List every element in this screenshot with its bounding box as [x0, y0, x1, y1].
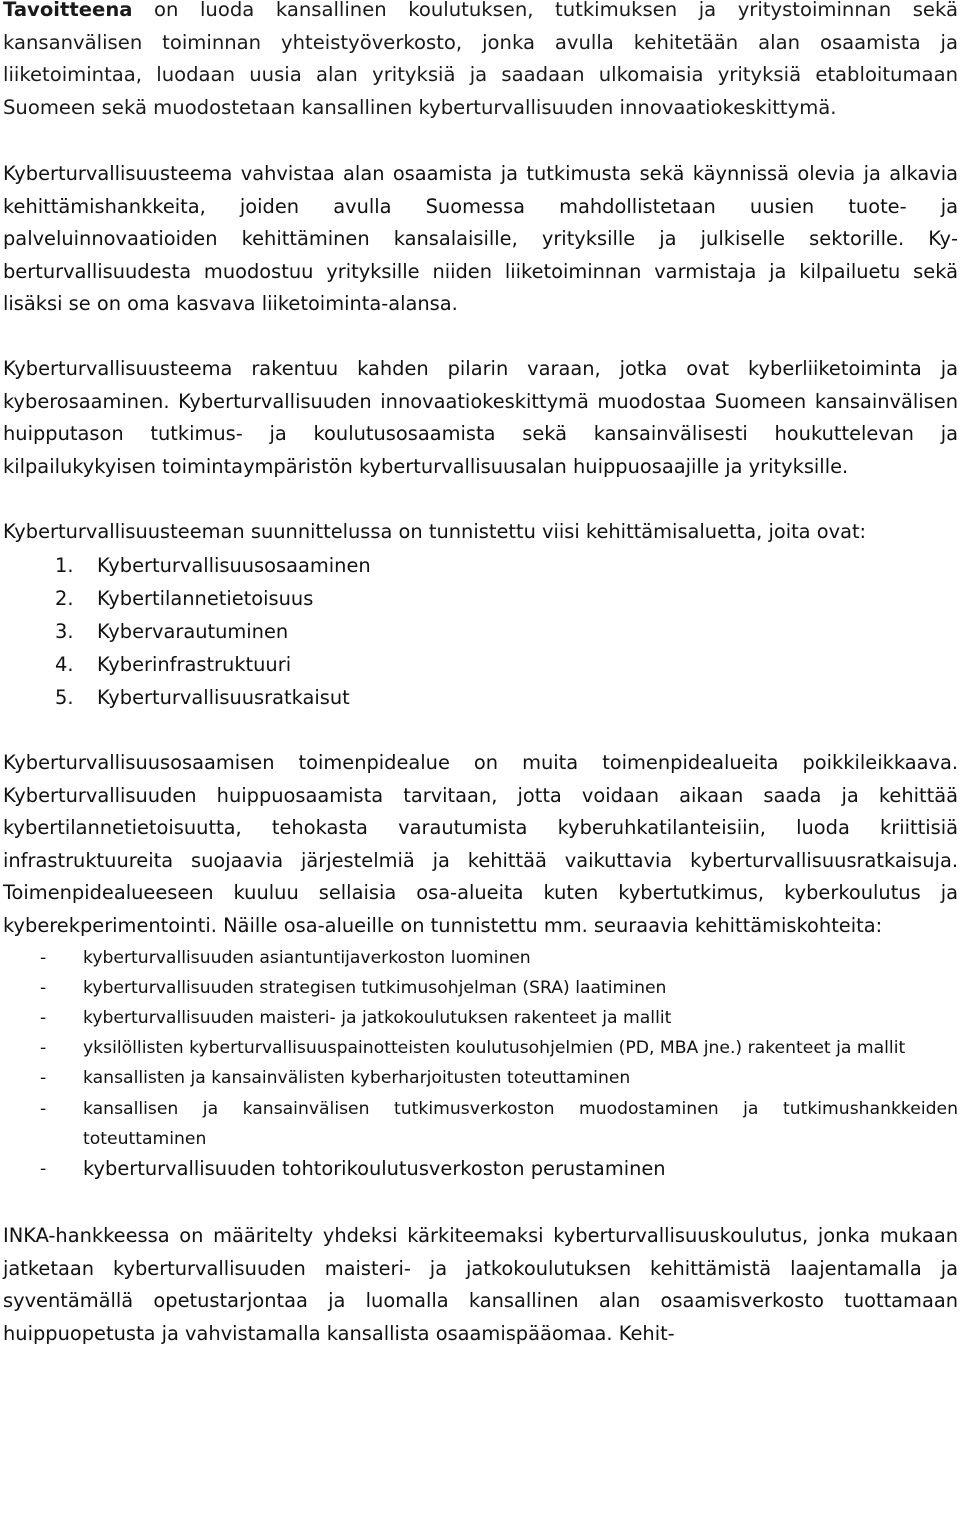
list-item: [3, 1154, 958, 1184]
list-number: 2.: [55, 586, 74, 610]
list-dash: -: [40, 1007, 47, 1028]
list-number: 1.: [55, 553, 74, 577]
development-targets-list: [3, 943, 958, 1185]
paragraph-inka-project: INKA-hankkeessa on määritelty yhdeksi kärkiteemaksi kyberturvallisuuskoulutus, jonka mukaan jatketaan kyberturvallisuuden maisteri- ja jatkokoulutuksen kehittämistä laajentamalla ja syventämällä opetustarjontaa ja luomalla kansallinen alan osaamisverkosto tuottamaan huippuopetusta ja vahvistamalla kansallista osaamispääomaa. Kehit-: [3, 1224, 958, 1345]
list-number: 5.: [55, 685, 74, 709]
list-item-text: kyberturvallisuuden tohtorikoulutusverkoston perustaminen: [83, 1156, 666, 1180]
paragraph-gap: [3, 1184, 958, 1220]
list-item: [3, 1003, 958, 1033]
list-item-text: kyberturvallisuuden strategisen tutkimusohjelman (SRA) laatiminen: [83, 977, 667, 998]
list-item-label: Kyberturvallisuusratkaisut: [97, 685, 350, 709]
list-number: 3.: [55, 619, 74, 643]
list-item-text: yksilöllisten kyberturvallisuuspainotteisten koulutusohjelmien (PD, MBA jne.) rakenteet ja mallit: [83, 1038, 906, 1059]
list-dash: -: [40, 1098, 47, 1119]
list-item-text: kansallisen ja kansainvälisen tutkimusverkoston muodostaminen ja tutkimushankkeiden toteuttaminen: [83, 1098, 958, 1149]
list-item-text: kyberturvallisuuden maisteri- ja jatkokoulutuksen rakenteet ja mallit: [83, 1007, 672, 1028]
intro-bold-lead: Tavoitteena: [3, 0, 133, 21]
list-item: [3, 1094, 958, 1154]
list-item-label: Kybervarautuminen: [97, 619, 289, 643]
list-item-label: Kybertilannetietoisuus: [97, 586, 314, 610]
list-dash: -: [40, 1158, 47, 1179]
paragraph-gap: [3, 321, 958, 353]
intro-text: on luoda kansallinen koulutuksen, tutkimuksen ja yritystoiminnan sekä kansanvälisen toiminnan yhteistyöverkosto, jonka avulla kehitetään alan osaamista ja liiketoimintaa, luodaan uusia alan yrityksiä ja saadaan ulkomaisia yrityksiä etabloitumaan Suomeen sekä muodostetaan kansallinen kyberturvallisuuden innovaatiokeskittymä.: [3, 0, 958, 119]
list-dash: -: [40, 1038, 47, 1059]
list-item-text: kyberturvallisuuden asiantuntijaverkoston luominen: [83, 947, 531, 968]
list-item: [55, 549, 958, 582]
list-dash: -: [40, 977, 47, 998]
list-item-label: Kyberinfrastruktuuri: [97, 652, 292, 676]
list-item: [55, 615, 958, 648]
list-item: [55, 582, 958, 615]
paragraph-development-areas-intro: Kyberturvallisuusteeman suunnittelussa on tunnistettu viisi kehittämisaluetta, joita ovat:: [3, 520, 867, 544]
list-dash: -: [40, 1068, 47, 1089]
paragraph-gap: [3, 124, 958, 158]
list-item: [3, 973, 958, 1003]
list-item: [55, 648, 958, 681]
paragraph-pillars: Kyberturvallisuusteema rakentuu kahden pilarin varaan, jotka ovat kyberliiketoiminta ja kyberosaaminen. Kyberturvallisuuden innovaatiokeskittymä muodostaa Suomeen kansainvälisen huipputason tutkimus- ja koulutusosaamista sekä kansainvälisesti houkuttelevan ja kilpailukykyisen toimintaympäristön kyberturvallisuusalan huippuosaajille ja yrityksille.: [3, 356, 958, 478]
list-item-text: kansallisten ja kansainvälisten kyberharjoitusten toteuttaminen: [83, 1068, 631, 1089]
list-item: [3, 1033, 958, 1063]
list-dash: -: [40, 947, 47, 968]
paragraph-cybersecurity-theme: Kyberturvallisuusteema vahvistaa alan osaamista ja tutkimusta sekä käynnissä olevia ja alkavia kehittämishankkeita, joiden avulla Suomessa mahdollistetaan uusien tuote- ja palveluinnovaatioiden kehittäminen kansalaisille, yrityksille ja julkiselle sektorille. Kyberturvallisuudesta muodostuu yrityksille niiden liiketoiminnan varmistaja ja kilpailuetu sekä lisäksi se on oma kasvava liiketoiminta-alansa.: [3, 162, 958, 316]
list-item-label: Kyberturvallisuusosaaminen: [97, 553, 371, 577]
list-item: [3, 1063, 958, 1093]
list-item: [3, 943, 958, 973]
intro-paragraph: [3, 0, 958, 124]
list-number: 4.: [55, 652, 74, 676]
paragraph-competence-area: Kyberturvallisuusosaamisen toimenpidealue on muita toimenpidealueita poikkileikkaava. Kyberturvallisuuden huippuosaamista tarvitaan, jotta voidaan aikaan saada ja kehittää kybertilannetietoisuutta, tehokasta varautumista kyberuhkatilanteisiin, luoda kriittisiä infrastruktuureita suojaavia järjestelmiä ja kehittää vaikuttavia kyberturvallisuusratkaisuja. Toimenpidealueeseen kuuluu sellaisia osa-alueita kuten kybertutkimus, kyberkoulutus ja kyberekperimentointi. Näille osa-alueille on tunnistettu mm. seuraavia kehittämiskohteita:: [3, 750, 958, 937]
paragraph-gap: [3, 714, 958, 747]
paragraph-gap: [3, 483, 958, 516]
development-areas-list: [3, 549, 958, 714]
list-item: [55, 681, 958, 714]
